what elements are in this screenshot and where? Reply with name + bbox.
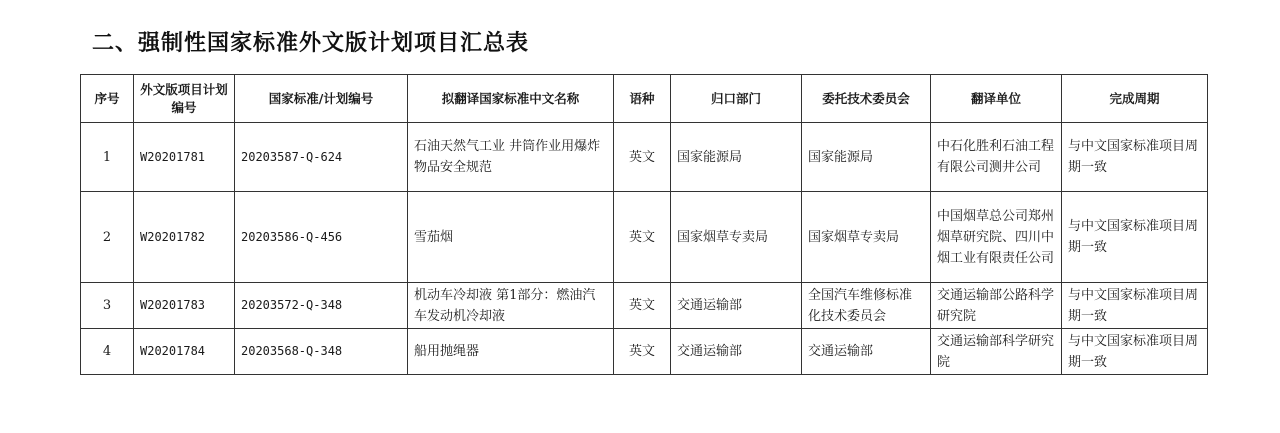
cell-translator: 交通运输部科学研究院 xyxy=(931,329,1062,375)
cell-lang: 英文 xyxy=(614,329,671,375)
header-committee: 委托技术委员会 xyxy=(802,75,931,123)
cell-plan-no: W20201781 xyxy=(134,123,235,192)
cell-dept: 交通运输部 xyxy=(671,329,802,375)
cell-name: 船用抛绳器 xyxy=(408,329,614,375)
cell-std-no: 20203587-Q-624 xyxy=(235,123,408,192)
cell-lang: 英文 xyxy=(614,123,671,192)
header-name: 拟翻译国家标准中文名称 xyxy=(408,75,614,123)
table-row xyxy=(81,329,1208,375)
cell-committee: 国家烟草专卖局 xyxy=(802,192,931,283)
cell-std-no: 20203586-Q-456 xyxy=(235,192,408,283)
cell-plan-no: W20201783 xyxy=(134,283,235,329)
cell-committee: 国家能源局 xyxy=(802,123,931,192)
cell-seq: 1 xyxy=(81,123,134,192)
header-dept: 归口部门 xyxy=(671,75,802,123)
cell-name: 雪茄烟 xyxy=(408,192,614,283)
header-period: 完成周期 xyxy=(1062,75,1208,123)
cell-name: 机动车冷却液 第1部分：燃油汽车发动机冷却液 xyxy=(408,283,614,329)
cell-dept: 国家能源局 xyxy=(671,123,802,192)
cell-period: 与中文国家标准项目周期一致 xyxy=(1062,192,1208,283)
cell-seq: 4 xyxy=(81,329,134,375)
cell-lang: 英文 xyxy=(614,283,671,329)
page-title: 二、强制性国家标准外文版计划项目汇总表 xyxy=(92,31,530,56)
table-row xyxy=(81,123,1208,192)
header-translator: 翻译单位 xyxy=(931,75,1062,123)
cell-period: 与中文国家标准项目周期一致 xyxy=(1062,283,1208,329)
cell-period: 与中文国家标准项目周期一致 xyxy=(1062,329,1208,375)
cell-plan-no: W20201784 xyxy=(134,329,235,375)
cell-dept: 交通运输部 xyxy=(671,283,802,329)
cell-std-no: 20203572-Q-348 xyxy=(235,283,408,329)
header-std-no: 国家标准/计划编号 xyxy=(235,75,408,123)
cell-translator: 中国烟草总公司郑州烟草研究院、四川中烟工业有限责任公司 xyxy=(931,192,1062,283)
header-row xyxy=(81,75,1208,123)
cell-dept: 国家烟草专卖局 xyxy=(671,192,802,283)
header-lang: 语种 xyxy=(614,75,671,123)
cell-plan-no: W20201782 xyxy=(134,192,235,283)
cell-seq: 2 xyxy=(81,192,134,283)
table-row xyxy=(81,192,1208,283)
cell-seq: 3 xyxy=(81,283,134,329)
table-row xyxy=(81,283,1208,329)
cell-committee: 全国汽车维修标准化技术委员会 xyxy=(802,283,931,329)
cell-translator: 中石化胜利石油工程有限公司测井公司 xyxy=(931,123,1062,192)
cell-period: 与中文国家标准项目周期一致 xyxy=(1062,123,1208,192)
cell-committee: 交通运输部 xyxy=(802,329,931,375)
header-seq: 序号 xyxy=(81,75,134,123)
summary-table xyxy=(80,74,1208,375)
cell-name: 石油天然气工业 井筒作业用爆炸物品安全规范 xyxy=(408,123,614,192)
cell-lang: 英文 xyxy=(614,192,671,283)
cell-std-no: 20203568-Q-348 xyxy=(235,329,408,375)
cell-translator: 交通运输部公路科学研究院 xyxy=(931,283,1062,329)
header-plan-no: 外文版项目计划编号 xyxy=(134,75,235,123)
